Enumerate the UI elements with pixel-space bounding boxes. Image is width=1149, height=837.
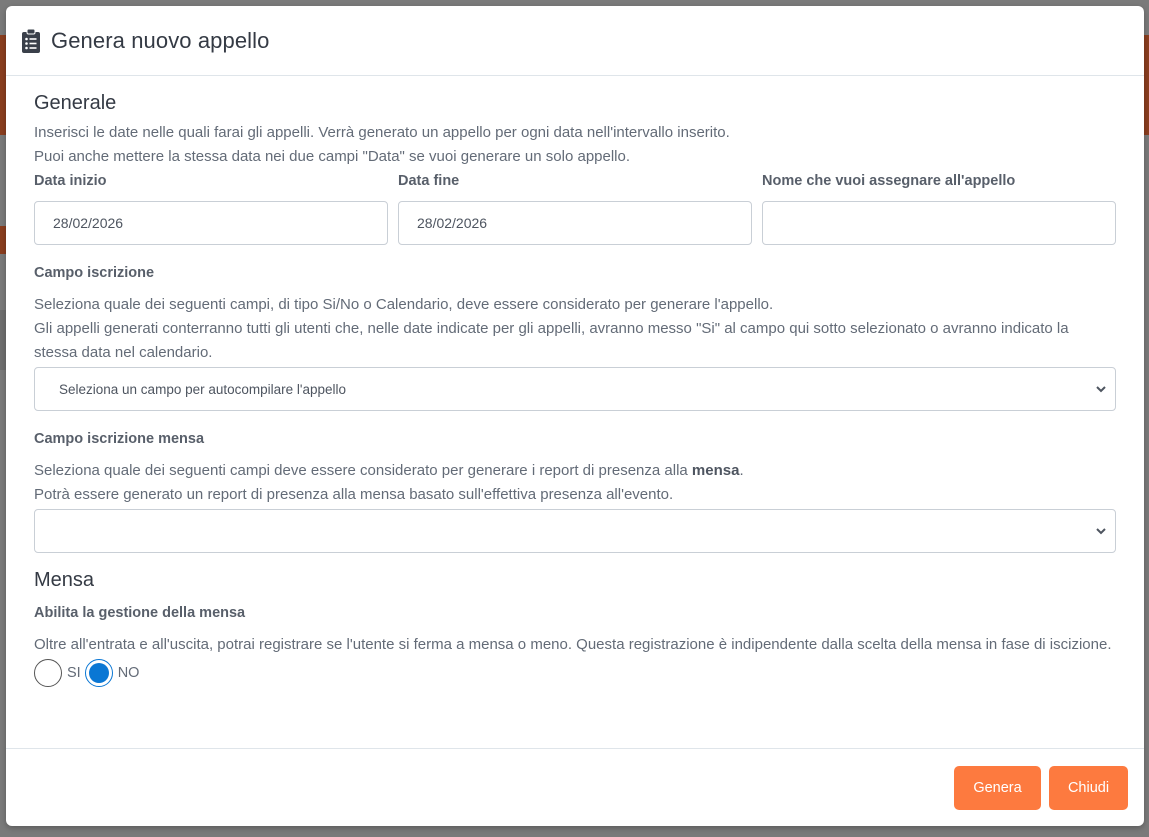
radio-si[interactable] <box>34 659 62 687</box>
clipboard-list-icon <box>21 28 41 54</box>
campo-iscrizione-help-line1: Seleziona quale dei seguenti campi, di tipo Si/No o Calendario, deve essere considerato per generare l'appello. <box>34 296 774 313</box>
chevron-down-icon <box>1095 525 1107 537</box>
mensa-help: Oltre all'entrata e all'uscita, potrai registrare se l'utente si ferma a mensa o meno. Questa registrazione è indipendente dalla scelta della mensa in fase di iscizione. <box>34 636 1112 653</box>
chevron-down-icon <box>1095 383 1107 395</box>
campo-iscrizione-select[interactable] <box>34 367 1116 411</box>
section-title-mensa: Mensa <box>34 569 95 591</box>
mensa-radio-group <box>34 659 1116 687</box>
campo-iscrizione-mensa-help-line2: Potrà essere generato un report di presenza alla mensa basato sull'effettiva presenza all'evento. <box>34 486 674 503</box>
campo-iscrizione-help-line2: Gli appelli generati conterranno tutti gli utenti che, nelle date indicate per gli appelli, avranno messo "Si" al campo qui sotto selezionato o avranno indicato la stessa data nel calendario. <box>34 320 1069 361</box>
modal-body <box>6 76 1144 748</box>
data-fine-label: Data fine <box>398 173 460 189</box>
data-fine-input[interactable]: 28/02/2026 <box>398 201 752 245</box>
campo-iscrizione-select-value: Seleziona un campo per autocompilare l'appello <box>59 381 347 397</box>
abilita-mensa-label: Abilita la gestione della mensa <box>34 605 246 621</box>
campo-iscrizione-mensa-label: Campo iscrizione mensa <box>34 431 205 447</box>
genera-button[interactable]: Genera <box>954 766 1041 810</box>
data-inizio-input[interactable]: 28/02/2026 <box>34 201 388 245</box>
generale-help-line1: Inserisci le date nelle quali farai gli appelli. Verrà generato un appello per ogni data nell'intervallo inserito. <box>34 124 730 141</box>
radio-si-label: SI <box>67 665 81 681</box>
modal-header <box>6 6 1144 76</box>
radio-no-label: NO <box>117 665 140 681</box>
chiudi-button[interactable]: Chiudi <box>1049 766 1128 810</box>
radio-checked-dot <box>89 663 109 683</box>
modal-footer <box>6 748 1144 826</box>
modal-title: Genera nuovo appello <box>51 27 270 53</box>
nome-appello-label: Nome che vuoi assegnare all'appello <box>762 173 1016 189</box>
data-inizio-label: Data inizio <box>34 173 107 189</box>
campo-iscrizione-mensa-help-line1: Seleziona quale dei seguenti campi deve essere considerato per generare i report di presenza alla mensa. <box>34 462 744 479</box>
nome-appello-input[interactable] <box>762 201 1116 245</box>
campo-iscrizione-mensa-select[interactable] <box>34 509 1116 553</box>
generale-help-line2: Puoi anche mettere la stessa data nei due campi "Data" se vuoi generare un solo appello. <box>34 148 631 165</box>
campo-iscrizione-label: Campo iscrizione <box>34 265 155 281</box>
date-fields-row <box>34 169 1116 245</box>
generate-appello-modal <box>6 6 1144 826</box>
radio-no[interactable] <box>85 659 113 687</box>
section-title-generale: Generale <box>34 92 117 114</box>
